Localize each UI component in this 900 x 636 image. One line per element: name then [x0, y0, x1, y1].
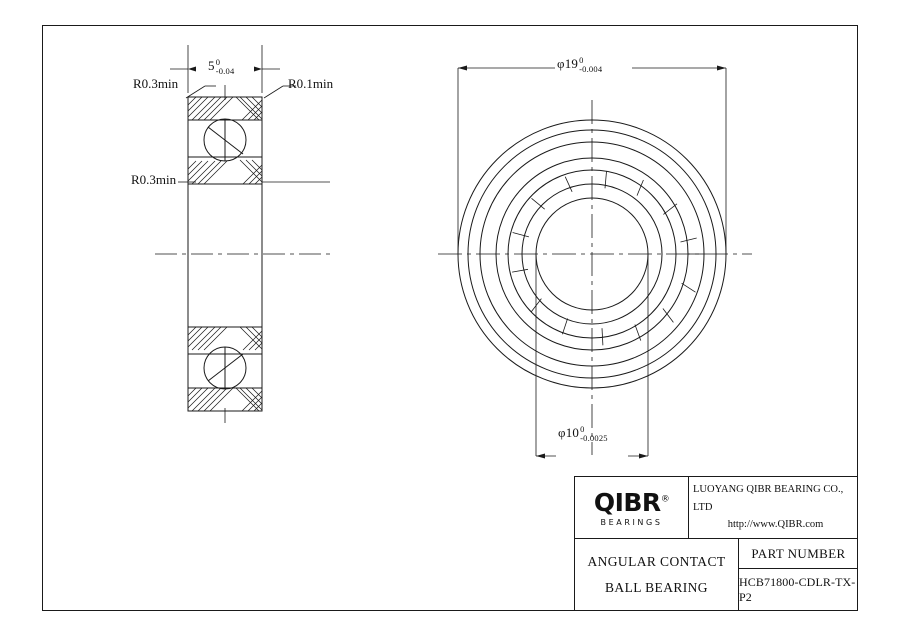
- note-r01-top-right: R0.1min: [288, 76, 334, 91]
- section-outer-ring-lower: [188, 388, 262, 411]
- section-outer-ring-upper: [188, 97, 262, 120]
- registered-mark-icon: ®: [660, 494, 670, 505]
- dim-label-outer-diameter: φ19 0 -0.004: [557, 55, 603, 75]
- title-block-body: [575, 539, 858, 611]
- brand-name: QIBR®: [593, 488, 670, 517]
- part-number-value: HCB71800-CDLR-TX-P2: [739, 574, 856, 604]
- company-name: LUOYANG QIBR BEARING CO., LTD: [693, 483, 844, 513]
- leader-r03-topleft: [186, 86, 216, 98]
- part-number-label: PART NUMBER: [751, 545, 846, 561]
- brand-tagline: BEARINGS: [600, 518, 663, 527]
- title-block: [574, 476, 858, 611]
- front-cage-pockets: [512, 171, 704, 345]
- product-line-2: BALL BEARING: [605, 580, 708, 595]
- product-description: [575, 539, 739, 611]
- brand-logo: [575, 477, 689, 538]
- note-r03-top-left: R0.3min: [133, 76, 179, 91]
- dim-label-bore-diameter: φ10 0 -0.0025: [558, 424, 608, 444]
- part-number-cell: [739, 539, 858, 611]
- product-line-1: ANGULAR CONTACT: [587, 554, 726, 570]
- company-info: [689, 477, 858, 538]
- title-block-header: [575, 477, 858, 539]
- dim-label-width: 5 0 -0.04: [208, 57, 235, 77]
- note-r03-left: R0.3min: [131, 172, 177, 187]
- company-website[interactable]: http://www.QIBR.com: [727, 519, 824, 531]
